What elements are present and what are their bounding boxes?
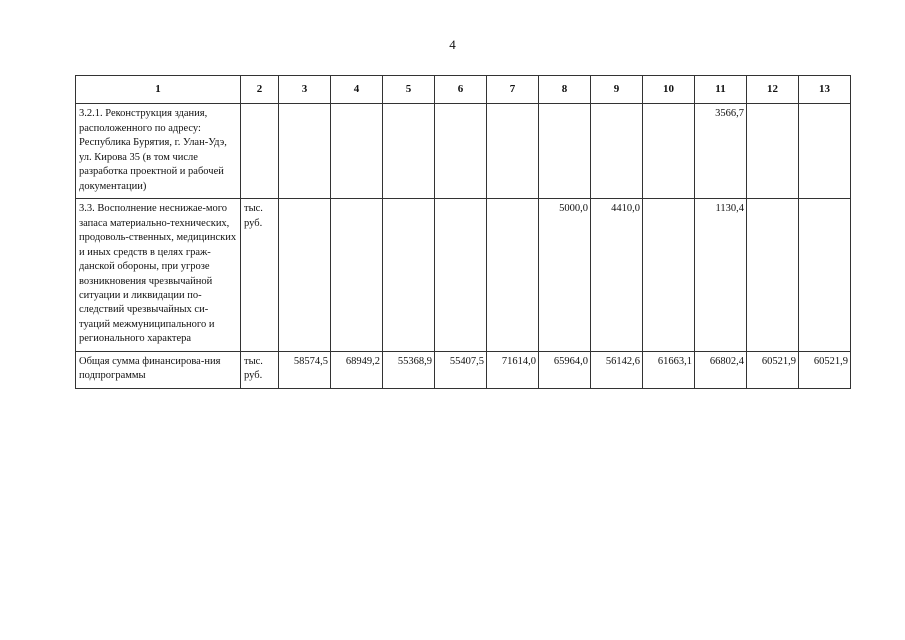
- unit-cell: [241, 104, 279, 199]
- unit-cell: тыс. руб.: [241, 351, 279, 388]
- value-cell: [539, 104, 591, 199]
- column-header: 2: [241, 76, 279, 104]
- value-cell: [747, 199, 799, 352]
- value-cell: [331, 199, 383, 352]
- value-cell: 3566,7: [695, 104, 747, 199]
- column-header: 7: [487, 76, 539, 104]
- column-header: 8: [539, 76, 591, 104]
- value-cell: [799, 199, 851, 352]
- row-name-cell: 3.3. Восполнение неснижае-мого запаса материально-технических, продоволь-ственных, медицинских и иных средств в целях граж-данской обороны, при угрозе возникновения чрезвычайной ситуации и ликвидации по-следствий чрезвычайных си-туаций межмуниципального и регионального характера: [76, 199, 241, 352]
- column-header: 1: [76, 76, 241, 104]
- value-cell: 55368,9: [383, 351, 435, 388]
- value-cell: 60521,9: [747, 351, 799, 388]
- value-cell: [487, 199, 539, 352]
- value-cell: 61663,1: [643, 351, 695, 388]
- value-cell: [279, 104, 331, 199]
- value-cell: [383, 104, 435, 199]
- header-row: [76, 76, 851, 104]
- value-cell: [279, 199, 331, 352]
- column-header: 10: [643, 76, 695, 104]
- value-cell: [331, 104, 383, 199]
- value-cell: 55407,5: [435, 351, 487, 388]
- table-row: [76, 199, 851, 352]
- value-cell: [383, 199, 435, 352]
- value-cell: 58574,5: [279, 351, 331, 388]
- table-row: [76, 104, 851, 199]
- column-header: 11: [695, 76, 747, 104]
- value-cell: [643, 199, 695, 352]
- table-row-total: [76, 351, 851, 388]
- value-cell: 56142,6: [591, 351, 643, 388]
- value-cell: [747, 104, 799, 199]
- column-header: 13: [799, 76, 851, 104]
- column-header: 3: [279, 76, 331, 104]
- value-cell: 65964,0: [539, 351, 591, 388]
- value-cell: 1130,4: [695, 199, 747, 352]
- page-number: 4: [449, 37, 456, 52]
- row-name-cell: 3.2.1. Реконструкция здания, расположенного по адресу: Республика Бурятия, г. Улан-Удэ, ул. Кирова 35 (в том числе разработка проектной и рабочей документации): [76, 104, 241, 199]
- column-header: 12: [747, 76, 799, 104]
- value-cell: [435, 104, 487, 199]
- financing-table: [75, 75, 851, 389]
- value-cell: [799, 104, 851, 199]
- column-header: 6: [435, 76, 487, 104]
- column-header: 5: [383, 76, 435, 104]
- unit-cell: тыс. руб.: [241, 199, 279, 352]
- value-cell: 68949,2: [331, 351, 383, 388]
- row-name-cell: Общая сумма финансирова-ния подпрограммы: [76, 351, 241, 388]
- value-cell: 66802,4: [695, 351, 747, 388]
- value-cell: 5000,0: [539, 199, 591, 352]
- value-cell: [643, 104, 695, 199]
- value-cell: 4410,0: [591, 199, 643, 352]
- value-cell: 60521,9: [799, 351, 851, 388]
- value-cell: [487, 104, 539, 199]
- value-cell: [591, 104, 643, 199]
- column-header: 9: [591, 76, 643, 104]
- column-header: 4: [331, 76, 383, 104]
- value-cell: 71614,0: [487, 351, 539, 388]
- value-cell: [435, 199, 487, 352]
